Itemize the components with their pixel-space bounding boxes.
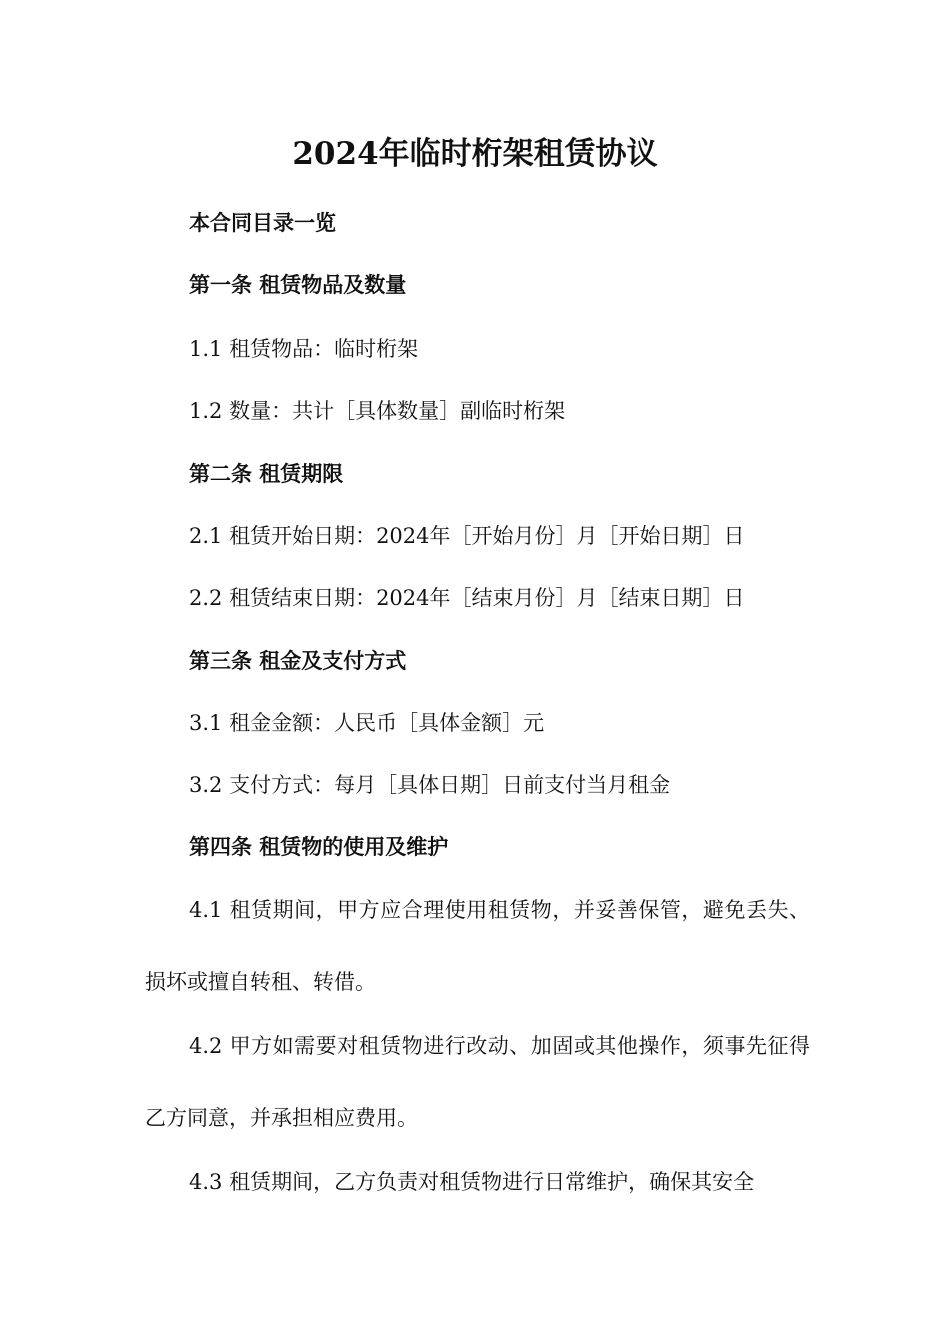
clause-2-1: 2.1 租赁开始日期：2024年［开始月份］月［开始日期］日 (189, 524, 745, 548)
section-heading-1: 第一条 租赁物品及数量 (189, 272, 407, 297)
clause-3-1: 3.1 租金金额：人民币［具体金额］元 (189, 711, 545, 735)
clause-1-1: 1.1 租赁物品：临时桁架 (189, 337, 419, 361)
clause-4-1: 4.1 租赁期间，甲方应合理使用租赁物，并妥善保管，避免丢失、损坏或擅自转租、转借。 (145, 898, 810, 994)
section-heading-3: 第三条 租金及支付方式 (189, 648, 407, 673)
clause-1-2: 1.2 数量：共计［具体数量］副临时桁架 (189, 399, 566, 423)
section-heading-4: 第四条 租赁物的使用及维护 (189, 834, 449, 859)
clause-2-2: 2.2 租赁结束日期：2024年［结束月份］月［结束日期］日 (189, 586, 745, 610)
clause-4-3: 4.3 租赁期间，乙方负责对租赁物进行日常维护，确保其安全 (189, 1170, 755, 1194)
document-title: 2024年临时桁架租赁协议 (292, 136, 658, 172)
section-heading-2: 第二条 租赁期限 (189, 461, 344, 486)
toc-heading: 本合同目录一览 (189, 210, 336, 235)
clause-3-2: 3.2 支付方式：每月［具体日期］日前支付当月租金 (189, 773, 671, 797)
clause-4-2: 4.2 甲方如需要对租赁物进行改动、加固或其他操作，须事先征得乙方同意，并承担相应费用。 (145, 1034, 810, 1130)
